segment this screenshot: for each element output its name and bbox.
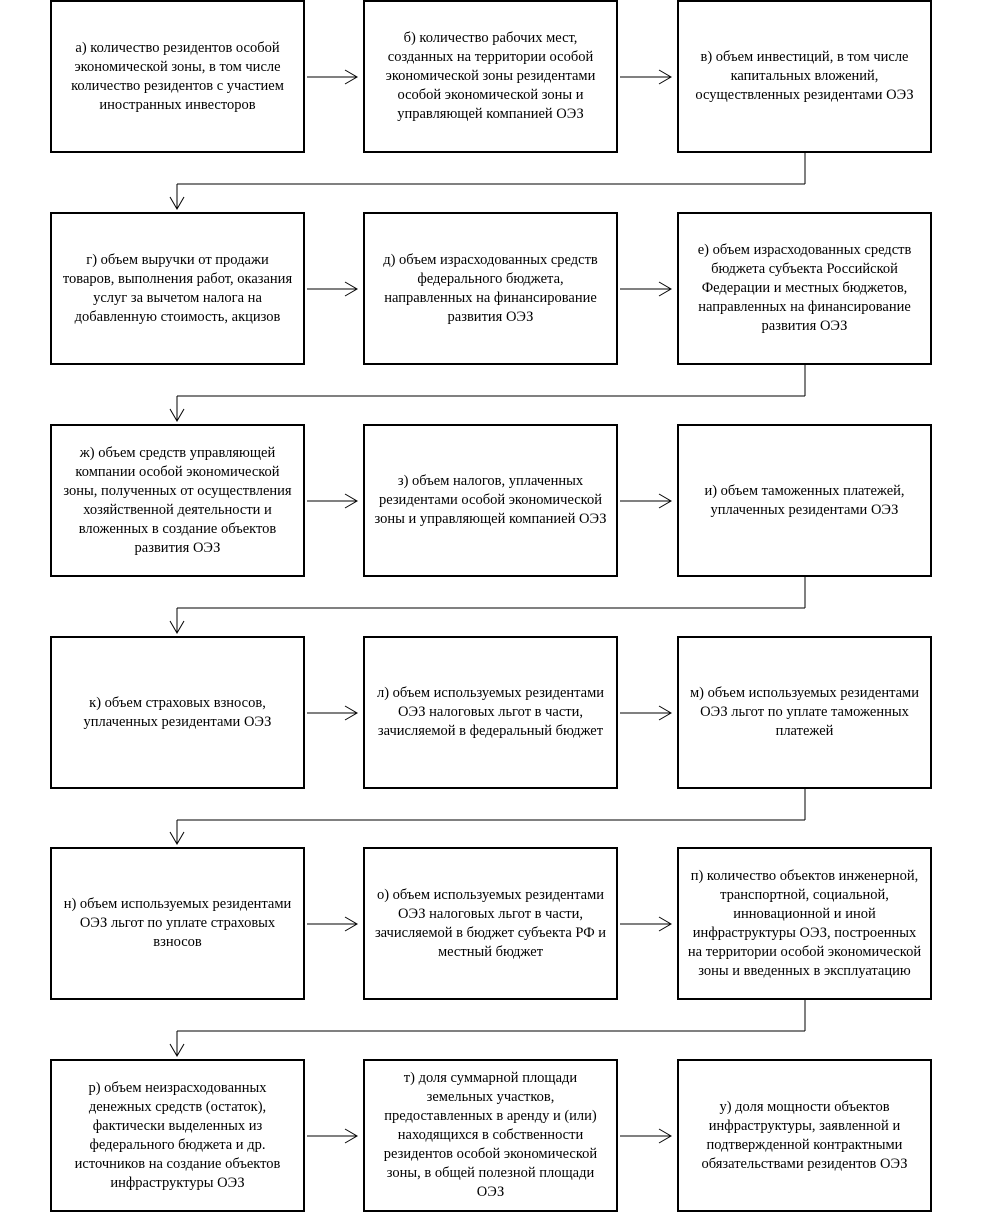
indicator-text-p: п) количество объектов инженерной, транспортной, социальной, инновационной и иной инфраструктуры ОЭЗ, построенных на территории особой экономической зоны и введенных в эксплуатацию	[687, 867, 922, 979]
indicator-box-a	[50, 0, 305, 153]
indicator-box-t	[363, 1059, 618, 1212]
indicator-text-o: о) объем используемых резидентами ОЭЗ налоговых льгот в части, зачисляемой в бюджет субъекта РФ и местный бюджет	[374, 886, 607, 960]
indicator-box-zh	[50, 424, 305, 577]
indicator-box-i	[677, 424, 932, 577]
indicator-text-k: к) объем страховых взносов, уплаченных резидентами ОЭЗ	[83, 694, 272, 730]
indicator-text-g: г) объем выручки от продажи товаров, выполнения работ, оказания услуг за вычетом налога на добавленную стоимость, акцизов	[62, 251, 293, 325]
indicator-text-i: и) объем таможенных платежей, уплаченных резидентами ОЭЗ	[704, 482, 905, 518]
indicator-text-l: л) объем используемых резидентами ОЭЗ налоговых льгот в части, зачисляемой в федеральный бюджет	[376, 685, 605, 739]
indicator-text-u: у) доля мощности объектов инфраструктуры, заявленной и подтвержденной контрактными обязательствами резидентов ОЭЗ	[701, 1098, 908, 1172]
indicator-box-d	[363, 212, 618, 365]
indicator-box-u	[677, 1059, 932, 1212]
indicator-text-t: т) доля суммарной площади земельных участков, предоставленных в аренду и (или) находящихся в собственности резидентов особой экономической зоны, в общей полезной площади ОЭЗ	[383, 1070, 598, 1200]
indicator-box-e	[677, 212, 932, 365]
indicator-box-g	[50, 212, 305, 365]
indicator-box-p	[677, 847, 932, 1000]
indicator-text-zh: ж) объем средств управляющей компании особой экономической зоны, полученных от осуществления хозяйственной деятельности и вложенных в создание объектов развития ОЭЗ	[63, 444, 292, 556]
indicator-text-e: е) объем израсходованных средств бюджета субъекта Российской Федерации и местных бюджетов, направленных на финансирование развития ОЭЗ	[697, 242, 912, 334]
indicator-text-v: в) объем инвестиций, в том числе капитальных вложений, осуществленных резидентами ОЭЗ	[695, 49, 914, 103]
indicator-box-b	[363, 0, 618, 153]
indicator-text-a: а) количество резидентов особой экономической зоны, в том числе количество резидентов с участием иностранных инвесторов	[71, 39, 284, 113]
indicator-box-n	[50, 847, 305, 1000]
indicator-box-r	[50, 1059, 305, 1212]
indicator-text-z: з) объем налогов, уплаченных резидентами особой экономической зоны и управляющей компанией ОЭЗ	[374, 473, 607, 527]
indicator-box-v	[677, 0, 932, 153]
indicator-text-b: б) количество рабочих мест, созданных на территории особой экономической зоны резидентами особой экономической зоны и управляющей компанией ОЭЗ	[385, 30, 596, 122]
indicator-box-z	[363, 424, 618, 577]
indicator-text-d: д) объем израсходованных средств федерального бюджета, направленных на финансирование развития ОЭЗ	[383, 251, 598, 325]
indicator-text-m: м) объем используемых резидентами ОЭЗ льгот по уплате таможенных платежей	[689, 685, 919, 739]
indicator-box-l	[363, 636, 618, 789]
indicator-box-m	[677, 636, 932, 789]
indicator-box-k	[50, 636, 305, 789]
indicator-box-o	[363, 847, 618, 1000]
indicator-text-n: н) объем используемых резидентами ОЭЗ льгот по уплате страховых взносов	[63, 896, 292, 950]
indicator-text-r: р) объем неизрасходованных денежных средств (остаток), фактически выделенных из федерального бюджета и др. источников на создание объектов инфраструктуры ОЭЗ	[74, 1079, 281, 1191]
